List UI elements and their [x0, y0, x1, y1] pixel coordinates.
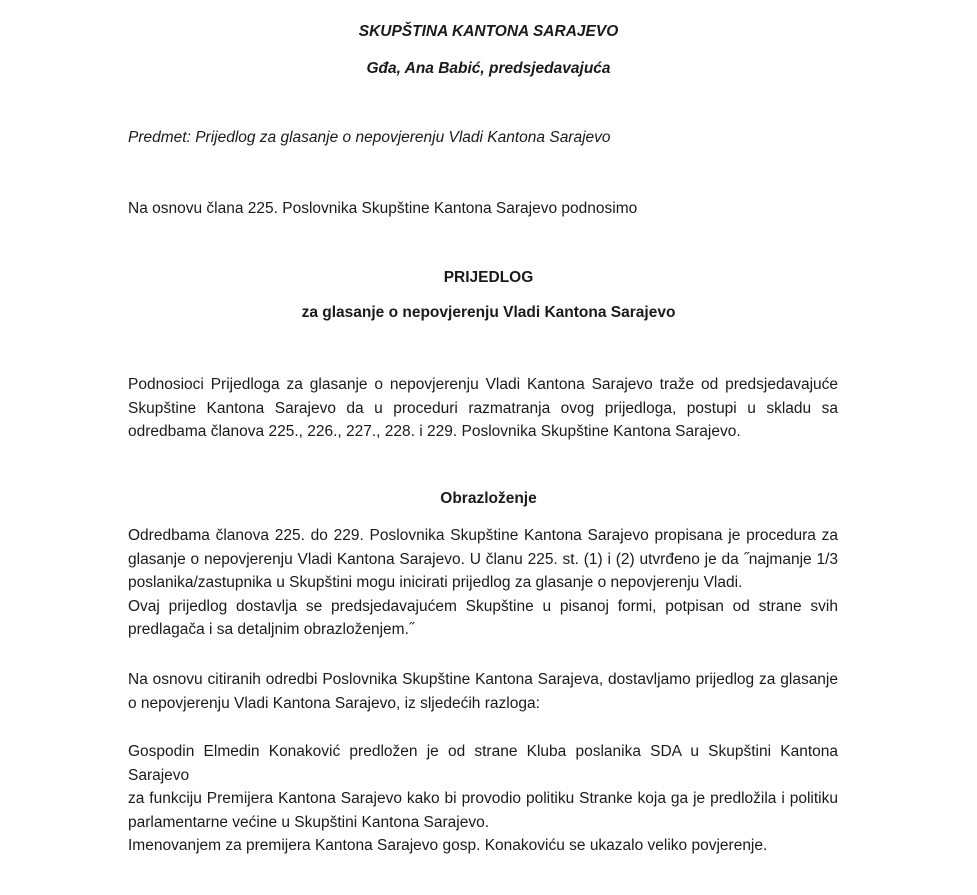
paragraph-line: Na osnovu citiranih odredbi Poslovnika Skupštine Kantona Sarajeva, dostavljamo prijedlog za glasanje — [128, 671, 838, 688]
paragraph-line: parlamentarne većine u Skupštini Kantona Sarajevo. — [128, 813, 490, 831]
intro-line: Na osnovu člana 225. Poslovnika Skupštine Kantona Sarajevo podnosimo — [128, 200, 638, 217]
nomination-paragraph — [128, 740, 838, 858]
paragraph-line: Ovaj prijedlog dostavlja se predsjedavajućem Skupštine u pisanoj formi, potpisan od strane svih — [128, 597, 838, 615]
paragraph-line: Odredbama članova 225. do 229. Poslovnika Skupštine Kantona Sarajevo propisana je procedura za — [128, 527, 838, 544]
proposal-subtitle: za glasanje o nepovjerenju Vladi Kantona Sarajevo — [301, 304, 676, 321]
paragraph-line: poslanika/zastupnika u Skupštini mogu inicirati prijedlog za glasanje o nepovjerenju Vladi. — [128, 574, 743, 591]
addressee-name: Gđa, Ana Babić, predsjedavajuća — [366, 60, 611, 77]
paragraph-line: za funkciju Premijera Kantona Sarajevo kako bi provodio politiku Stranke koja ga je predložila i politiku — [128, 790, 838, 807]
paragraph-line: odredbama članova 225., 226., 227., 228. i 229. Poslovnika Skupštine Kantona Sarajevo. — [128, 423, 741, 440]
explanation-heading: Obrazloženje — [440, 490, 537, 507]
paragraph-line: glasanje o nepovjerenju Vladi Kantona Sarajevo. U članu 225. st. (1) i (2) utvrđeno je da ˝najmanje 1/3 — [128, 550, 838, 568]
paragraph-line: predlagača i sa detaljnim obrazloženjem.˝ — [128, 621, 415, 638]
paragraph-line: Imenovanjem za premijera Kantona Sarajevo gosp. Konakoviću se ukazalo veliko povjerenje. — [128, 837, 768, 854]
request-paragraph — [128, 373, 838, 444]
paragraph-line: Skupštine Kantona Sarajevo da u proceduri razmatranja ovog prijedloga, postupi u skladu sa — [128, 399, 838, 417]
recipient-institution: SKUPŠTINA KANTONA SARAJEVO — [358, 23, 619, 40]
paragraph-line: Gospodin Elmedin Konaković predložen je od strane Kluba poslanika SDA u Skupštini Kantona Sarajevo — [128, 743, 838, 784]
subject-line: Predmet: Prijedlog za glasanje o nepovjerenju Vladi Kantona Sarajevo — [128, 129, 611, 146]
paragraph-line: Podnosioci Prijedloga za glasanje o nepovjerenju Vladi Kantona Sarajevo traže od predsjedavajuće — [128, 376, 838, 393]
explanation-paragraph — [128, 524, 838, 642]
reasons-paragraph — [128, 668, 838, 715]
paragraph-line: o nepovjerenju Vladi Kantona Sarajevo, iz sljedećih razloga: — [128, 694, 540, 712]
proposal-title: PRIJEDLOG — [443, 269, 534, 286]
